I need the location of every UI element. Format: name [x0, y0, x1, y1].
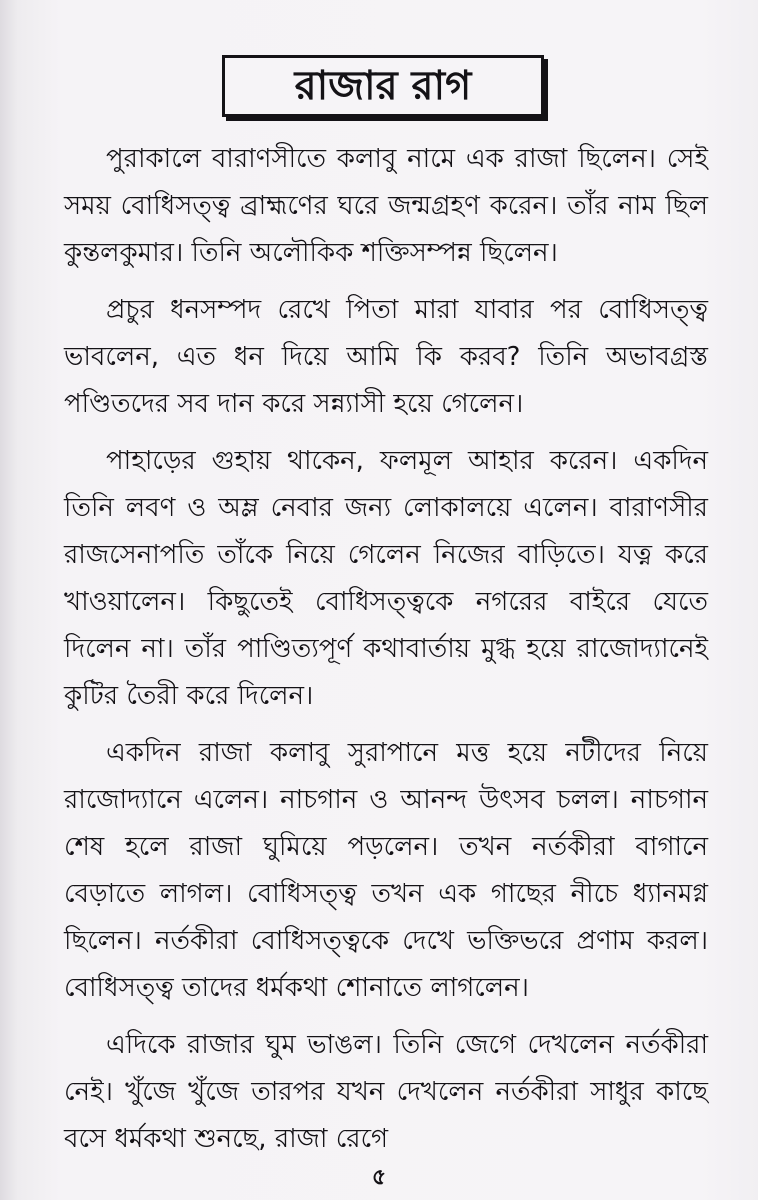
- paragraph-1: পুরাকালে বারাণসীতে কলাবু নামে এক রাজা ছিলেন। সেই সময় বোধিসত্ত্ব ব্রাহ্মণের ঘরে জন্মগ্রহণ করেন। তাঁর নাম ছিল কুন্তলকুমার। তিনি অলৌকিক শক্তিসম্পন্ন ছিলেন।: [64, 144, 708, 268]
- title-box: [222, 55, 544, 117]
- paragraph-4: একদিন রাজা কলাবু সুরাপানে মত্ত হয়ে নটীদের নিয়ে রাজোদ্যানে এলেন। নাচগান ও আনন্দ উৎসব চলল। নাচগান শেষ হলে রাজা ঘুমিয়ে পড়লেন। তখন নর্তকীরা বাগানে বেড়াতে লাগল। বোধিসত্ত্ব তখন এক গাছের নীচে ধ্যানমগ্ন ছিলেন। নর্তকীরা বোধিসত্ত্বকে দেখে ভক্তিভরে প্রণাম করল। বোধিসত্ত্ব তাদের ধর্মকথা শোনাতে লাগলেন।: [64, 738, 708, 1003]
- page-number: ৫: [371, 1165, 387, 1190]
- paragraph-5: এদিকে রাজার ঘুম ভাঙল। তিনি জেগে দেখলেন নর্তকীরা নেই। খুঁজে খুঁজে তারপর যখন দেখলেন নর্তকীরা সাধুর কাছে বসে ধর্মকথা শুনছে, রাজা রেগে: [64, 1030, 708, 1154]
- paragraph-3: পাহাড়ের গুহায় থাকেন, ফলমূল আহার করেন। একদিন তিনি লবণ ও অম্ল নেবার জন্য লোকালয়ে এলেন। বারাণসীর রাজসেনাপতি তাঁকে নিয়ে গেলেন নিজের বাড়িতে। যত্ন করে খাওয়ালেন। কিছুতেই বোধিসত্ত্বকে নগরের বাইরে যেতে দিলেন না। তাঁর পাণ্ডিত্যপূর্ণ কথাবার্তায় মুগ্ধ হয়ে রাজোদ্যানেই কুটির তৈরী করে দিলেন।: [64, 446, 708, 711]
- paragraph-2: প্রচুর ধনসম্পদ রেখে পিতা মারা যাবার পর বোধিসত্ত্ব ভাবলেন, এত ধন দিয়ে আমি কি করব? তিনি অভাবগ্রস্ত পণ্ডিতদের সব দান করে সন্ন্যাসী হয়ে গেলেন।: [64, 295, 708, 419]
- page-title: রাজার রাগ: [294, 63, 472, 109]
- story-body: [64, 136, 708, 1173]
